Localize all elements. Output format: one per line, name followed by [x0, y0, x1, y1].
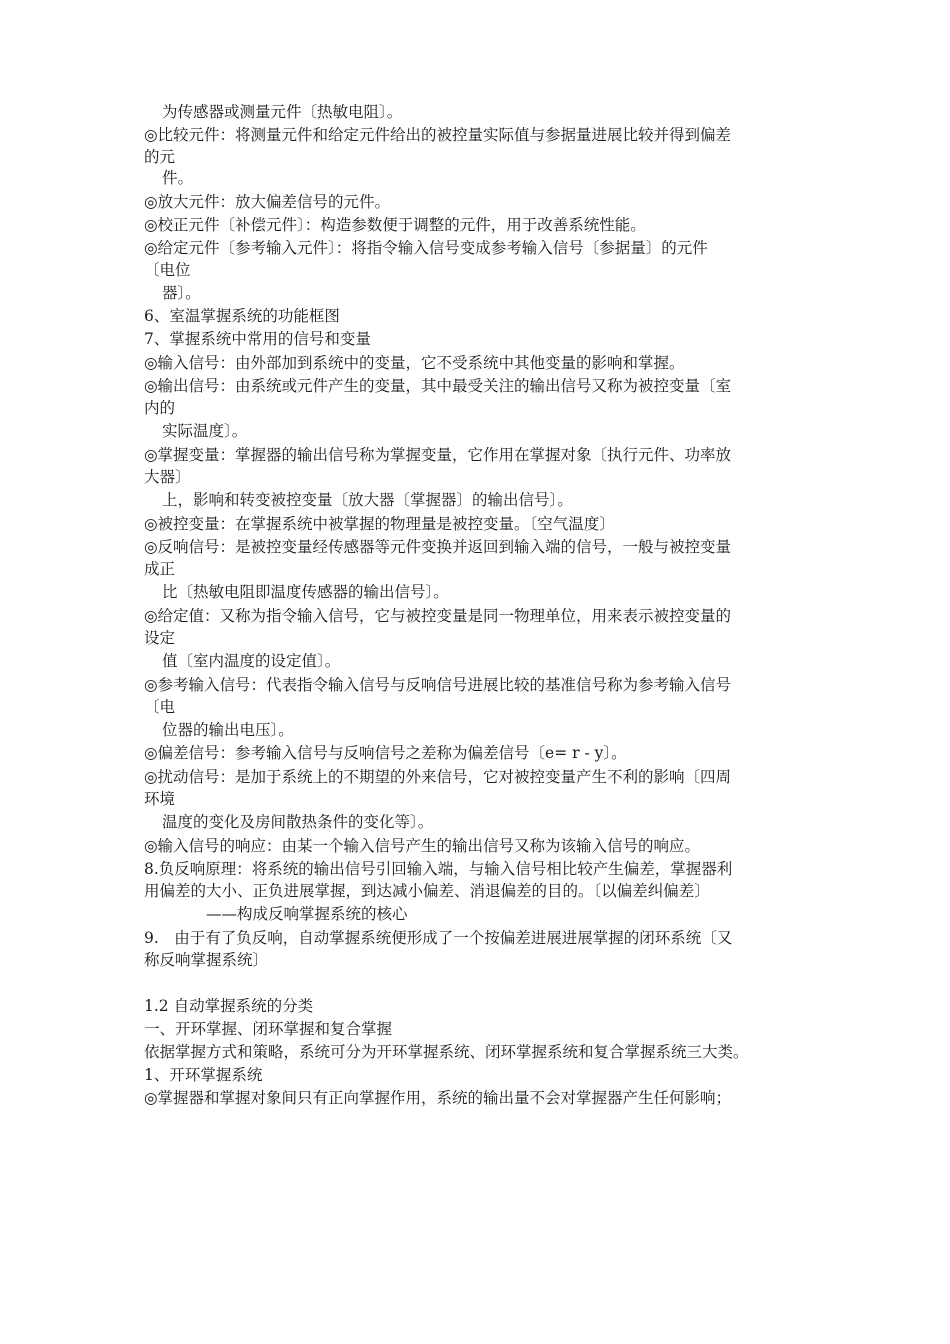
text-line: 实际温度〕。 [162, 422, 248, 440]
text-line: 内的 [144, 399, 176, 417]
text-line: 为传感器或测量元件〔热敏电阻〕。 [162, 103, 403, 121]
text-line: 8.负反响原理：将系统的输出信号引回输入端，与输入信号相比较产生偏差，掌握器利 [144, 860, 733, 878]
text-line: 比〔热敏电阻即温度传感器的输出信号〕。 [162, 583, 449, 601]
text-line: 设定 [144, 629, 176, 647]
text-line: ◎反响信号：是被控变量经传感器等元件变换并返回到输入端的信号，一般与被控变量 [144, 538, 732, 556]
text-line: 上，影响和转变被控变量〔放大器〔掌握器〕的输出信号〕。 [162, 491, 573, 509]
section-heading: 1.2 自动掌握系统的分类 [144, 997, 314, 1015]
text-line: ◎给定元件〔参考输入元件〕：将指令输入信号变成参考输入信号〔参据量〕的元件 [144, 239, 708, 257]
text-line: ◎校正元件〔补偿元件〕：构造参数便于调整的元件，用于改善系统性能。 [144, 216, 646, 234]
text-line: 成正 [144, 560, 176, 578]
text-line: ——构成反响掌握系统的核心 [206, 905, 408, 923]
text-line: ◎放大元件：放大偏差信号的元件。 [144, 193, 391, 211]
text-line: ◎输出信号：由系统或元件产生的变量，其中最受关注的输出信号又称为被控变量〔室 [144, 377, 732, 395]
text-line: ◎输入信号的响应：由某一个输入信号产生的输出信号又称为该输入信号的响应。 [144, 837, 701, 855]
text-line: 称反响掌握系统〕 [144, 951, 269, 969]
text-line: 9. 由于有了负反响，自动掌握系统便形成了一个按偏差进展进展掌握的闭环系统〔又 [144, 929, 733, 947]
text-line: 一、开环掌握、闭环掌握和复合掌握 [144, 1020, 393, 1038]
text-line: 值〔室内温度的设定值〕。 [162, 652, 341, 670]
text-line: 〔电位 [144, 261, 191, 279]
text-line: ◎参考输入信号：代表指令输入信号与反响信号进展比较的基准信号称为参考输入信号 [144, 676, 732, 694]
text-line: 6、室温掌握系统的功能框图 [144, 307, 340, 325]
text-line: ◎被控变量：在掌握系统中被掌握的物理量是被控变量。〔空气温度〕 [144, 515, 615, 533]
text-line: 环境 [144, 790, 176, 808]
text-line: 用偏差的大小、正负进展掌握，到达减小偏差、消退偏差的目的。〔以偏差纠偏差〕 [144, 882, 710, 900]
text-line: ◎扰动信号：是加于系统上的不期望的外来信号，它对被控变量产生不利的影响〔四周 [144, 768, 732, 786]
text-line: 温度的变化及房间散热条件的变化等〕。 [162, 813, 434, 831]
text-line: ◎比较元件：将测量元件和给定元件给出的被控量实际值与参据量进展比较并得到偏差 [144, 126, 732, 144]
text-line: 件。 [162, 169, 194, 187]
text-line: 7、掌握系统中常用的信号和变量 [144, 330, 371, 348]
text-line: ◎掌握变量：掌握器的输出信号称为掌握变量，它作用在掌握对象〔执行元件、功率放 [144, 446, 732, 464]
text-line: ◎给定值：又称为指令输入信号，它与被控变量是同一物理单位，用来表示被控变量的 [144, 607, 732, 625]
text-line: 1、开环掌握系统 [144, 1066, 263, 1084]
text-line: 〔电 [144, 698, 176, 716]
text-line: 器〕。 [162, 284, 201, 302]
text-line: 大器〕 [144, 468, 191, 486]
text-line: ◎输入信号：由外部加到系统中的变量，它不受系统中其他变量的影响和掌握。 [144, 354, 685, 372]
text-line: ◎掌握器和掌握对象间只有正向掌握作用，系统的输出量不会对掌握器产生任何影响； [144, 1089, 732, 1107]
text-line: 位器的输出电压〕。 [162, 721, 294, 739]
text-line: 的元 [144, 148, 176, 166]
text-line: ◎偏差信号：参考输入信号与反响信号之差称为偏差信号〔e= r - y〕。 [144, 744, 627, 762]
text-line: 依据掌握方式和策略，系统可分为开环掌握系统、闭环掌握系统和复合掌握系统三大类。 [144, 1043, 749, 1061]
